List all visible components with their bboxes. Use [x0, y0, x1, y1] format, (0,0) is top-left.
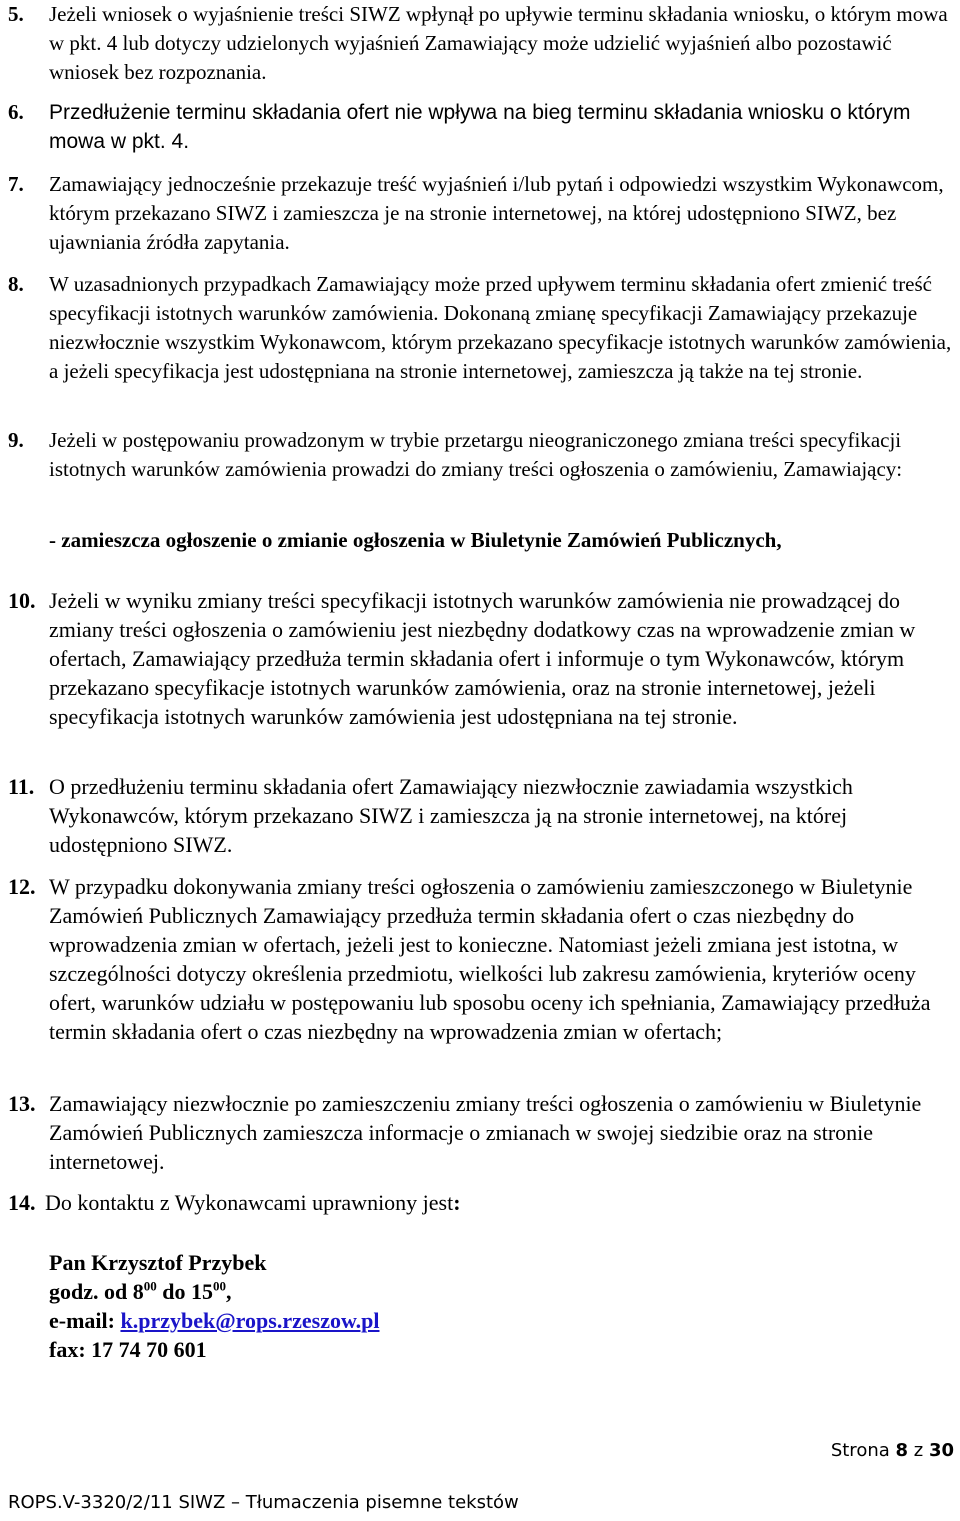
item-number: 8.	[8, 272, 24, 296]
list-item	[8, 426, 956, 484]
item-text: Zamawiający jednocześnie przekazuje treść wyjaśnień i/lub pytań i odpowiedzi wszystkim Wykonawcom, którym przekazano SIWZ i zamieszcza je na stronie internetowej, na której udostępniono SIWZ, bez ujawniania źródła zapytania.	[49, 172, 944, 254]
list-item	[8, 586, 956, 731]
contact-email: e-mail: k.przybek@rops.rzeszow.pl	[49, 1308, 380, 1333]
item-text: Zamawiający niezwłocznie po zamieszczeniu zmiany treści ogłoszenia o zamówieniu w Biuletynie Zamówień Publicznych zamieszcza informacje o zmianach w swojej siedzibie oraz na stronie internetowej.	[49, 1091, 922, 1174]
list-item	[8, 872, 956, 1046]
list-item	[8, 270, 956, 386]
item-number: 9.	[8, 428, 24, 452]
item-number: 12.	[8, 874, 36, 899]
item-text: Jeżeli w postępowaniu prowadzonym w trybie przetargu nieograniczonego zmiana treści specyfikacji istotnych warunków zamówienia prowadzi do zmiany treści ogłoszenia o zamówieniu, Zamawiający:	[49, 428, 903, 481]
item-text: Jeżeli wniosek o wyjaśnienie treści SIWZ wpłynął po upływie terminu składania wniosku, o którym mowa w pkt. 4 lub dotyczy udzielonych wyjaśnień Zamawiający może udzielić wyjaśnień albo pozostawić wniosek bez rozpoznania.	[49, 2, 948, 84]
email-link[interactable]: k.przybek@rops.rzeszow.pl	[120, 1308, 380, 1333]
document-footer: ROPS.V-3320/2/11 SIWZ – Tłumaczenia pisemne tekstów	[8, 1492, 519, 1513]
contact-block	[49, 1248, 379, 1364]
item-text: Do kontaktu z Wykonawcami uprawniony jest:	[45, 1190, 461, 1215]
contact-name: Pan Krzysztof Przybek	[49, 1250, 267, 1275]
item-number: 10.	[8, 588, 36, 613]
list-item	[8, 98, 956, 156]
item-number: 5.	[8, 2, 24, 26]
item-text: W uzasadnionych przypadkach Zamawiający może przed upływem terminu składania ofert zmienić treść specyfikacji istotnych warunków zamówienia. Dokonaną zmianę specyfikacji Zamawiający przekazuje niezwłocznie wszystkim Wykonawcom, którym przekazano specyfikacje istotnych warunków zamówienia, a jeżeli specyfikacja jest udostępniana na stronie internetowej, zamieszcza ją także na tej stronie.	[49, 272, 952, 383]
item-number: 11.	[8, 774, 35, 799]
item-text: W przypadku dokonywania zmiany treści ogłoszenia o zamówieniu zamieszczonego w Biuletynie Zamówień Publicznych Zamawiający przedłuża termin składania ofert o czas niezbędny do wprowadzenia zmian w ofertach, jeżeli jest to konieczne. Natomiast jeżeli zmiana jest istotna, w szczególności dotyczy określenia przedmiotu, wielkości lub zakresu zamówienia, kryteriów oceny ofert, warunków udziału w postępowaniu lub sposobu oceny ich spełniania, Zamawiający przedłuża termin składania ofert o czas niezbędny na wprowadzenia zmian w ofertach;	[49, 874, 931, 1044]
item-number: 6.	[8, 100, 24, 124]
list-item	[8, 772, 956, 859]
item-number: 13.	[8, 1091, 36, 1116]
list-item	[8, 0, 956, 87]
list-item	[8, 170, 956, 257]
list-item	[8, 1188, 956, 1217]
item-number: 7.	[8, 172, 24, 196]
sub-item: - zamieszcza ogłoszenie o zmianie ogłoszenia w Biuletynie Zamówień Publicznych,	[49, 528, 782, 552]
item-number: 14.	[8, 1190, 36, 1215]
contact-hours: godz. od $8^{00}$ do $15^{00}$,	[49, 1278, 232, 1304]
page-number: Strona 8 z 30	[830, 1440, 954, 1461]
contact-fax: fax: 17 74 70 601	[49, 1337, 207, 1362]
item-text: O przedłużeniu terminu składania ofert Zamawiający niezwłocznie zawiadamia wszystkich Wykonawców, którym przekazano SIWZ i zamieszcza ją na stronie internetowej, na której udostępniono SIWZ.	[49, 774, 853, 857]
item-text: Przedłużenie terminu składania ofert nie wpływa na bieg terminu składania wniosku o którym mowa w pkt. 4.	[49, 101, 911, 153]
list-item	[8, 1089, 956, 1176]
item-text: Jeżeli w wyniku zmiany treści specyfikacji istotnych warunków zamówienia nie prowadzącej do zmiany treści ogłoszenia o zamówieniu jest niezbędny dodatkowy czas na wprowadzenie zmian w ofertach, Zamawiający przedłuża termin składania ofert i informuje o tym Wykonawców, którym przekazano specyfikacje istotnych warunków zamówienia, oraz na stronie internetowej, jeżeli specyfikacja istotnych warunków zamówienia jest udostępniana na tej stronie.	[49, 588, 916, 729]
